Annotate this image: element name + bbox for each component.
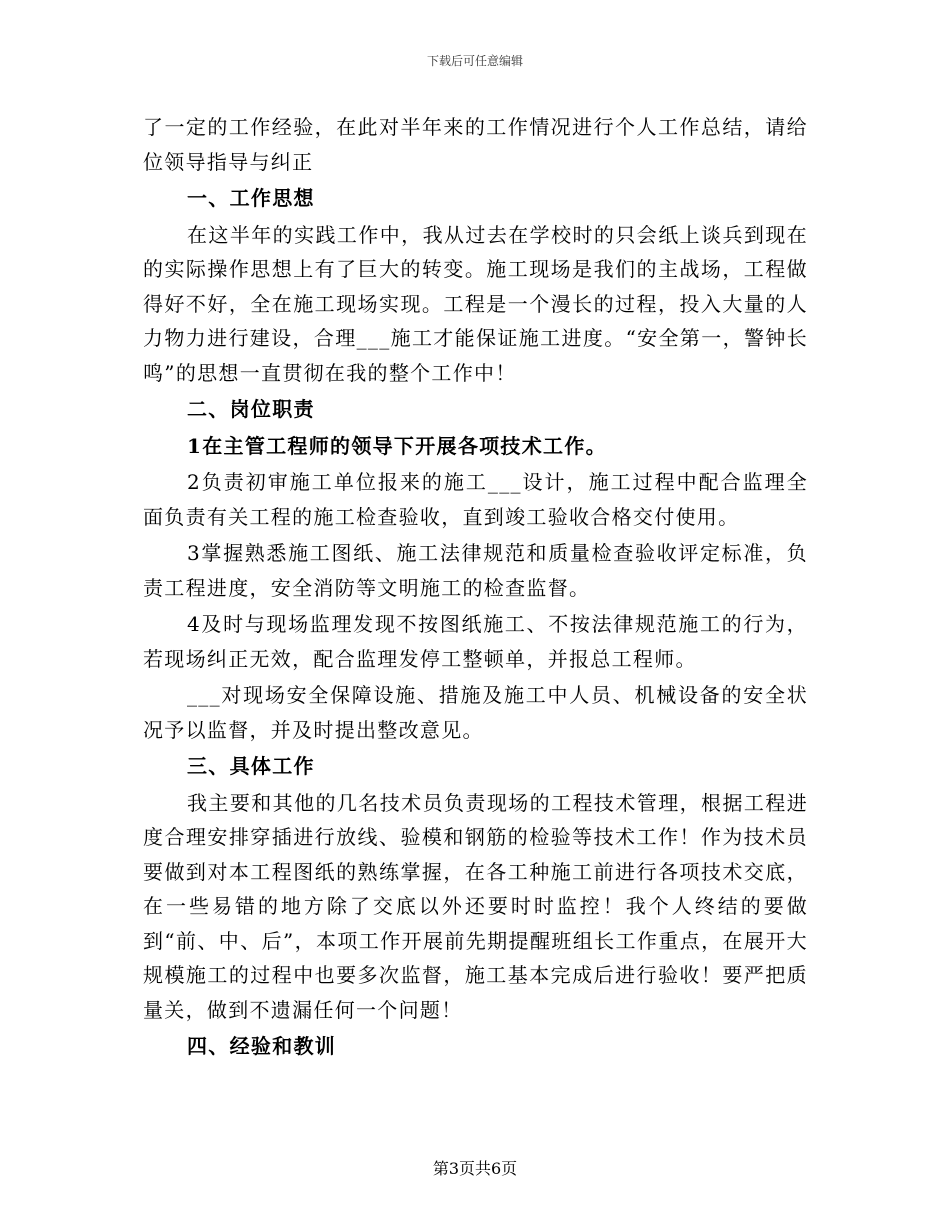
page-number: 第3页共6页: [432, 1159, 518, 1178]
document-body: [143, 110, 808, 1064]
duty-item-1: 1在主管工程师的领导下开展各项技术工作。: [187, 433, 607, 458]
heading-work-thinking: 一、工作思想: [187, 186, 315, 210]
paragraph-specific-work: 我主要和其他的几名技术员负责现场的工程技术管理，根据工程进度合理安排穿插进行放线、验模和钢筋的检验等技术工作！作为技术员要做到对本工程图纸的熟练掌握，在各工种施工前进行各项技术交底，在一些易错的地方除了交底以外还要时时监控！我个人终结的要做到“前、中、后”，本项工作开展前先期提醒班组长工作重点，在展开大规模施工的过程中也要多次监督，施工基本完成后进行验收！要严把质量关，做到不遗漏任何一个问题！: [143, 790, 808, 1022]
paragraph-work-thinking: 在这半年的实践工作中，我从过去在学校时的只会纸上谈兵到现在的实际操作思想上有了巨大的转变。施工现场是我们的主战场，工程做得好不好，全在施工现场实现。工程是一个漫长的过程，投入大量的人力物力进行建设，合理___施工才能保证施工进度。“安全第一，警钟长鸣”的思想一直贯彻在我的整个工作中！: [143, 222, 808, 385]
heading-lessons: 四、经验和教训: [187, 1034, 337, 1058]
heading-job-duties: 二、岗位职责: [187, 397, 315, 421]
paragraph-intro: 了一定的工作经验，在此对半年来的工作情况进行个人工作总结，请给位领导指导与纠正: [143, 115, 808, 174]
page-header: 下载后可任意编辑: [426, 54, 523, 68]
heading-specific-work: 三、具体工作: [187, 754, 315, 778]
duty-item-2: 2负责初审施工单位报来的施工___设计，施工过程中配合监理全面负责有关工程的施工检查验收，直到竣工验收合格交付使用。: [143, 470, 808, 529]
duty-item-3: 3掌握熟悉施工图纸、施工法律规范和质量检查验收评定标准，负责工程进度，安全消防等文明施工的检查监督。: [143, 541, 808, 600]
duty-item-5: ___对现场安全保障设施、措施及施工中人员、机械设备的安全状况予以监督，并及时提出整改意见。: [143, 683, 808, 742]
duty-item-4: 4及时与现场监理发现不按图纸施工、不按法律规范施工的行为，若现场纠正无效，配合监理发停工整顿单，并报总工程师。: [143, 612, 808, 671]
